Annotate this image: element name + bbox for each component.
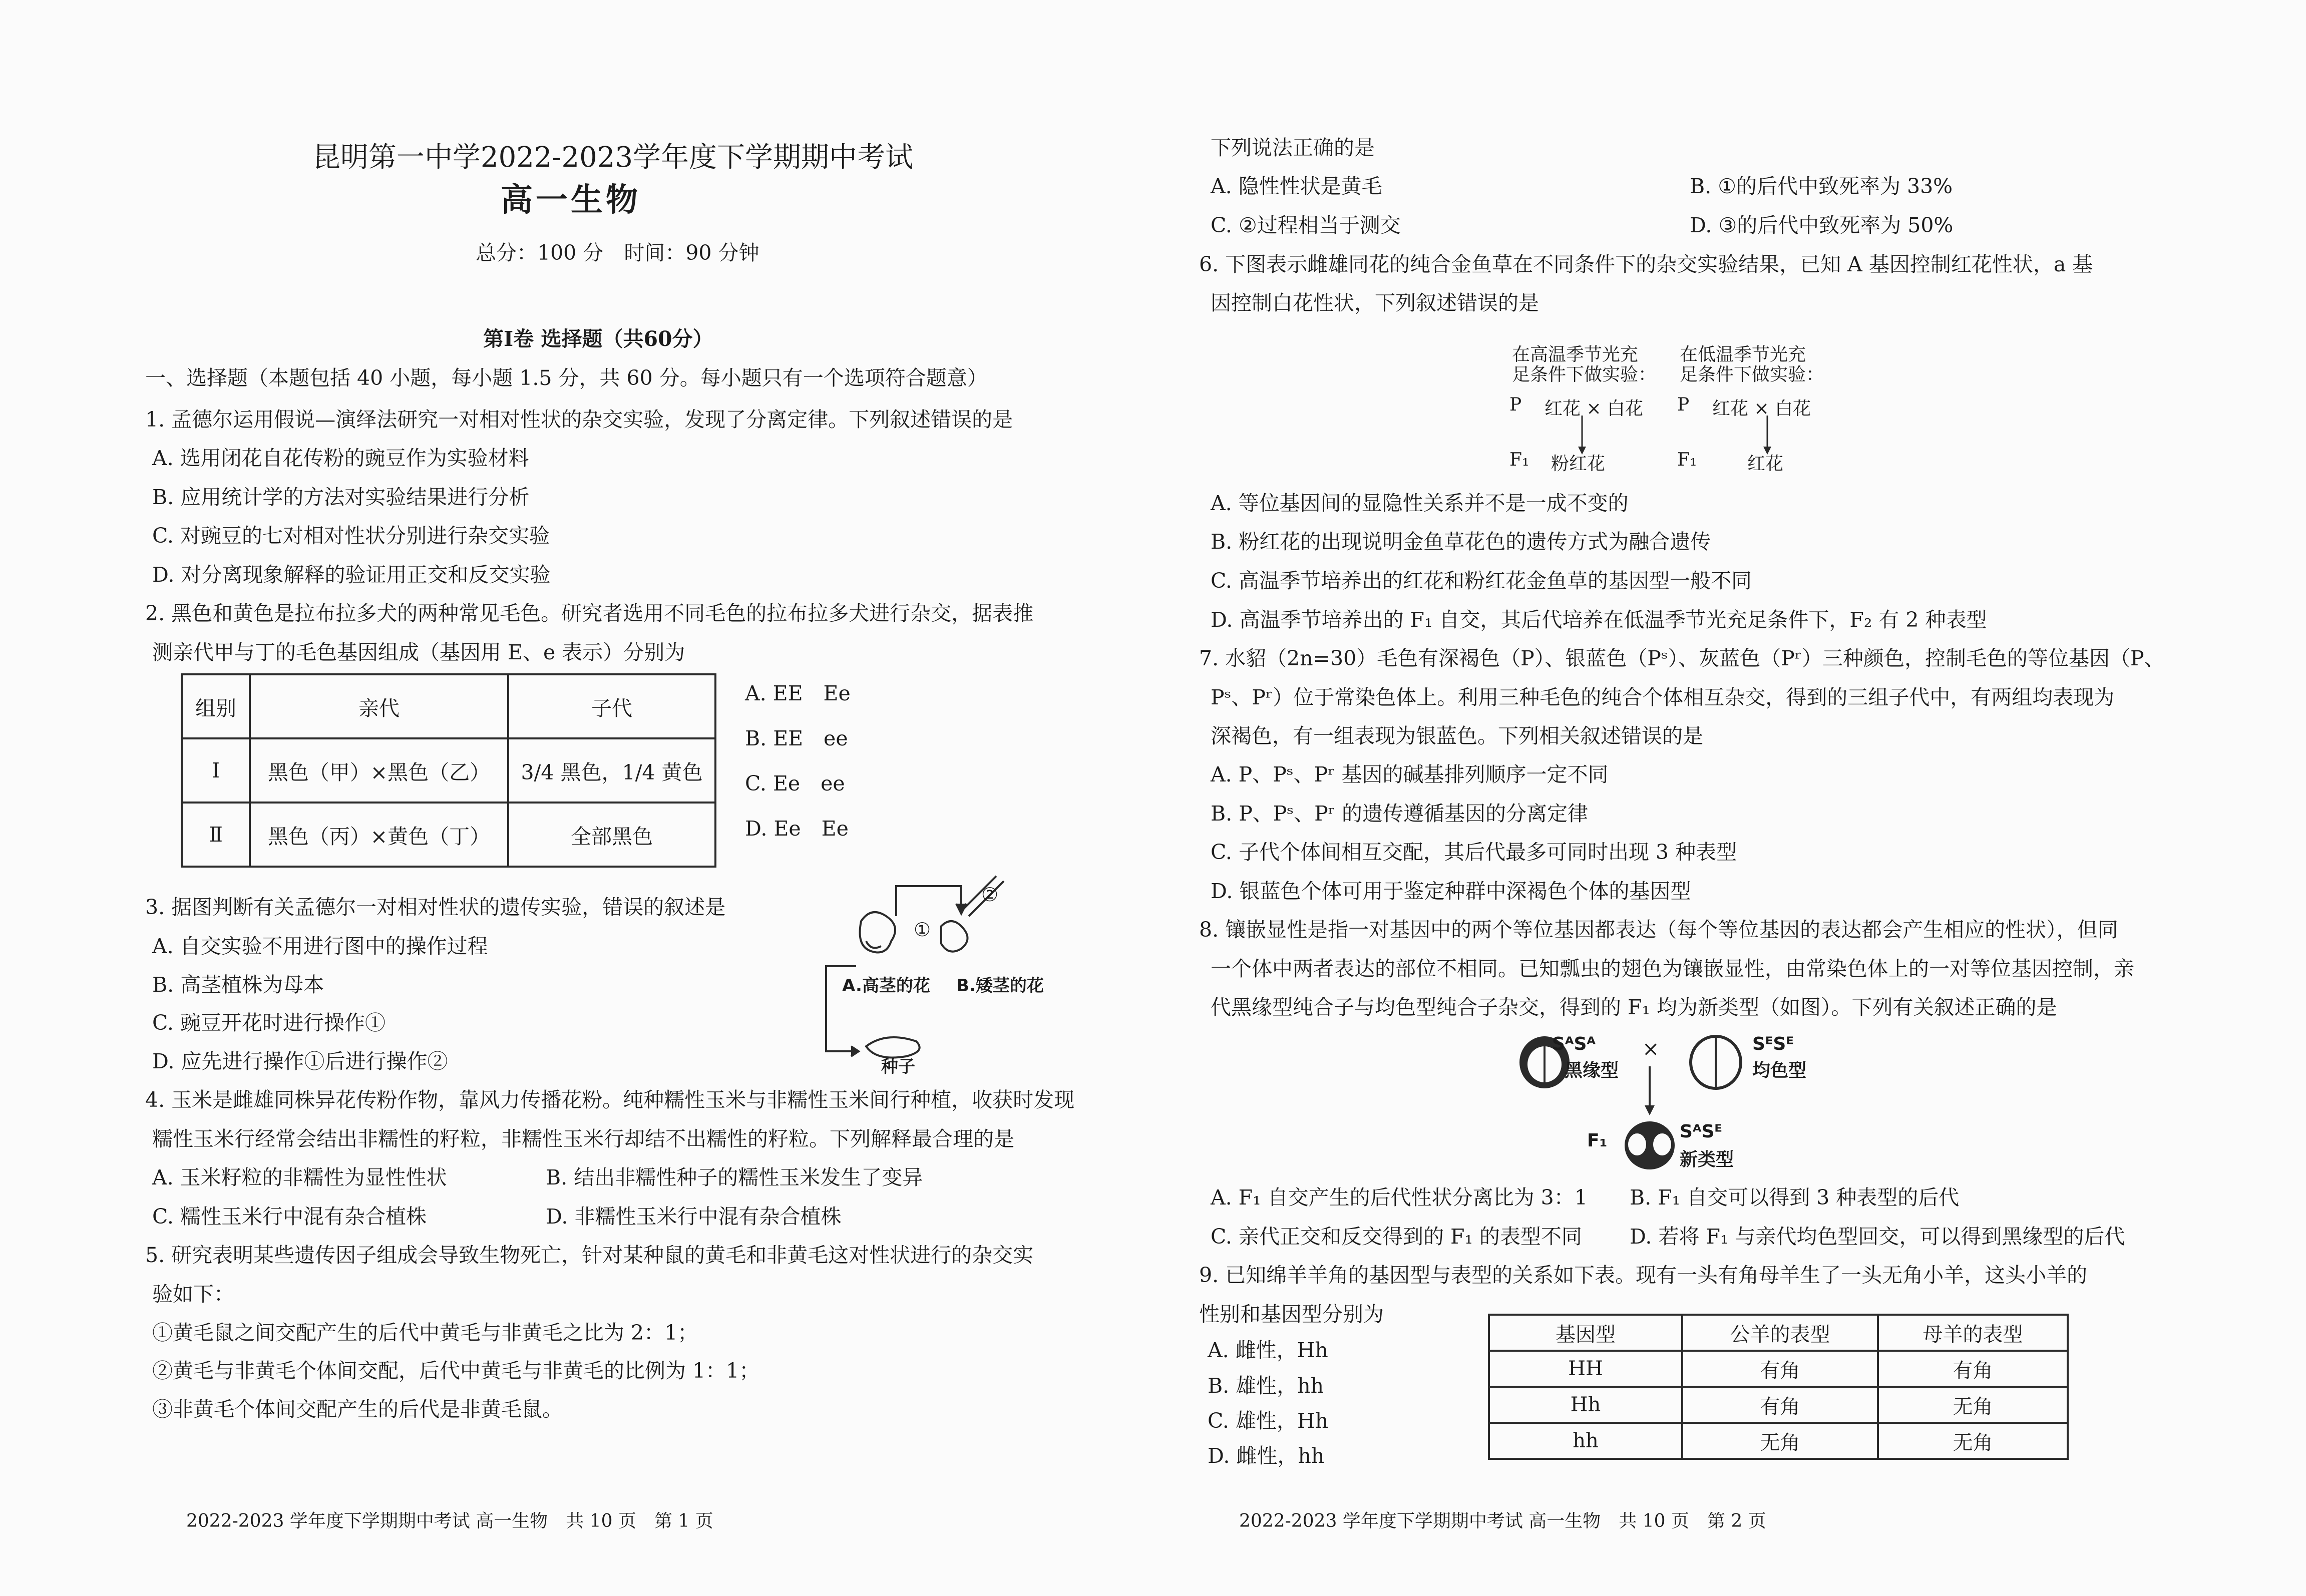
table-cell: 无角: [1878, 1387, 2068, 1423]
exam-meta: 总分：100 分 时间：90 分钟: [476, 241, 759, 265]
table-row: [182, 738, 715, 803]
option-d: D. 应先进行操作①后进行操作②: [152, 1049, 448, 1073]
option-b: B. 雄性，hh: [1208, 1374, 1324, 1398]
option-d: D. ③的后代中致死率为 50%: [1690, 213, 1954, 237]
option-c: C. Ee ee: [745, 771, 845, 795]
sheep-horn-table: [1488, 1314, 2069, 1460]
option-b: B. 结出非糯性种子的糯性玉米发生了变异: [546, 1165, 923, 1189]
option-d: D. 对分离现象解释的验证用正交和反交实验: [152, 563, 551, 587]
black-edge-name: 黑缘型: [1565, 1060, 1619, 1081]
ladybug-uniform-icon: [1688, 1031, 1743, 1091]
black-edge-genotype: SᴬSᴬ: [1552, 1034, 1596, 1054]
option-d: D. 非糯性玉米行中混有杂合植株: [546, 1205, 842, 1229]
question-stem: 下列说法正确的是: [1211, 136, 1375, 160]
question-stem-cont: 一个体中两者表达的部位不相同。已知瓢虫的翅色为镶嵌显性，由常染色体上的一对等位基因控制，亲: [1211, 957, 2134, 981]
table-cell: 无角: [1682, 1423, 1878, 1459]
table-cell: HH: [1489, 1351, 1682, 1387]
option-a: A. 隐性性状是黄毛: [1211, 174, 1382, 198]
question-stem: 5. 研究表明某些遗传因子组成会导致生物死亡，针对某种鼠的黄毛和非黄毛这对性状进行的杂交实: [145, 1243, 1034, 1267]
option-a: A. 雌性，Hh: [1208, 1338, 1328, 1362]
f1-label: F₁: [1677, 450, 1697, 470]
exam-title: 昆明第一中学2022-2023学年度下学期期中考试: [312, 141, 913, 174]
table-header: 组别: [182, 674, 250, 738]
page-footer: 2022-2023 学年度下学期期中考试 高一生物 共 10 页 第 1 页: [186, 1511, 713, 1531]
option-c: C. 亲代正交和反交得到的 F₁ 的表型不同: [1211, 1225, 1582, 1249]
table-header-row: [1489, 1315, 2068, 1351]
uniform-name: 均色型: [1752, 1060, 1807, 1081]
seed-label: 种子: [881, 1057, 915, 1076]
table-row: [1489, 1423, 2068, 1459]
option-d: D. 高温季节培养出的 F₁ 自交，其后代培养在低温季节光充足条件下，F₂ 有 2 种表型: [1211, 608, 1987, 632]
left-experiment-title: 在高温季节光充: [1512, 344, 1639, 365]
table-header: 亲代: [250, 674, 508, 738]
left-f1-result: 粉红花: [1551, 454, 1606, 474]
new-type-genotype: SᴬSᴱ: [1680, 1121, 1722, 1142]
subject-title: 高一生物: [501, 181, 641, 219]
option-b: B. EE ee: [745, 726, 848, 750]
operation-2-label: ②: [981, 884, 999, 906]
page-footer: 2022-2023 学年度下学期期中考试 高一生物 共 10 页 第 2 页: [1239, 1511, 1766, 1531]
option-b: B. 高茎植株为母本: [152, 973, 324, 997]
option-a: A. P、Pˢ、Pʳ 基因的碱基排列顺序一定不同: [1211, 762, 1609, 786]
ladybug-new-type-icon: [1622, 1116, 1677, 1171]
question-stem: 9. 已知绵羊羊角的基因型与表型的关系如下表。现有一头有角母羊生了一头无角小羊，这头小羊的: [1199, 1263, 2088, 1287]
cross-symbol: ×: [1642, 1037, 1660, 1061]
p-generation-label: P: [1677, 394, 1690, 415]
table-cell: Ⅰ: [182, 738, 250, 803]
statement-1: ①黄毛鼠之间交配产生的后代中黄毛与非黄毛之比为 2：1；: [152, 1321, 698, 1345]
table-cell: hh: [1489, 1423, 1682, 1459]
option-a: A. 选用闭花自花传粉的豌豆作为实验材料: [152, 446, 529, 470]
option-c: C. ②过程相当于测交: [1211, 213, 1401, 237]
option-d: D. 银蓝色个体可用于鉴定种群中深褐色个体的基因型: [1211, 879, 1691, 903]
down-arrow-icon: [1644, 1066, 1656, 1116]
question-stem: 4. 玉米是雌雄同株异花传粉作物，靠风力传播花粉。纯种糯性玉米与非糯性玉米间行种植，收获时发现: [145, 1088, 1075, 1112]
question-stem: 7. 水貂（2n=30）毛色有深褐色（P）、银蓝色（Pˢ）、灰蓝色（Pʳ）三种颜色，控制毛色的等位基因（P、: [1199, 646, 2165, 670]
question-stem-cont: 因控制白花性状，下列叙述错误的是: [1211, 291, 1539, 315]
table-cell: Ⅱ: [182, 803, 250, 867]
option-a: A. EE Ee: [745, 681, 851, 705]
table-cell: 黑色（丙）×黄色（丁）: [250, 803, 508, 867]
right-experiment-title-cont: 足条件下做实验：: [1680, 364, 1824, 385]
table-header: 基因型: [1489, 1315, 1682, 1351]
genotype-table: [181, 673, 716, 868]
table-header: 母羊的表型: [1878, 1315, 2068, 1351]
new-type-name: 新类型: [1680, 1149, 1734, 1170]
f1-label: F₁: [1509, 450, 1529, 470]
option-c: C. 糯性玉米行中混有杂合植株: [152, 1205, 427, 1229]
option-d: D. 雌性，hh: [1208, 1444, 1325, 1468]
question-stem: 6. 下图表示雌雄同花的纯合金鱼草在不同条件下的杂交实验结果，已知 A 基因控制红花性状，a 基: [1199, 252, 2093, 276]
option-c: C. 雄性，Hh: [1208, 1409, 1329, 1433]
option-b: B. 应用统计学的方法对实验结果进行分析: [152, 485, 530, 509]
option-c: C. 豌豆开花时进行操作①: [152, 1011, 386, 1035]
option-b: B. ①的后代中致死率为 33%: [1690, 174, 1953, 198]
table-header: 子代: [508, 674, 715, 738]
table-row: [1489, 1351, 2068, 1387]
question-stem: 3. 据图判断有关孟德尔一对相对性状的遗传实验，错误的叙述是: [145, 895, 726, 919]
table-row: [182, 803, 715, 867]
section-title: 第Ⅰ卷 选择题（共60分）: [483, 327, 713, 351]
table-cell: 无角: [1878, 1423, 2068, 1459]
table-cell: 有角: [1878, 1351, 2068, 1387]
statement-2: ②黄毛与非黄毛个体间交配，后代中黄毛与非黄毛的比例为 1：1；: [152, 1359, 760, 1383]
left-experiment-title-cont: 足条件下做实验：: [1512, 364, 1657, 385]
option-b: B. 粉红花的出现说明金鱼草花色的遗传方式为融合遗传: [1211, 530, 1711, 554]
question-stem: 2. 黑色和黄色是拉布拉多犬的两种常见毛色。研究者选用不同毛色的拉布拉多犬进行杂交，据表推: [145, 601, 1034, 625]
option-d: D. Ee Ee: [745, 817, 849, 841]
right-cross: 红花 × 白花: [1712, 398, 1811, 419]
question-stem: 1. 孟德尔运用假说—演绎法研究一对相对性状的杂交实验，发现了分离定律。下列叙述错误的是: [145, 408, 1013, 432]
option-d: D. 若将 F₁ 与亲代均色型回交，可以得到黑缘型的后代: [1630, 1225, 2125, 1249]
option-b: B. F₁ 自交可以得到 3 种表型的后代: [1630, 1185, 1960, 1210]
tall-flower-label: A.高茎的花: [842, 976, 930, 996]
table-cell: 有角: [1682, 1387, 1878, 1423]
question-stem-cont: 性别和基因型分别为: [1199, 1302, 1384, 1326]
statement-3: ③非黄毛个体间交配产生的后代是非黄毛鼠。: [152, 1397, 563, 1421]
table-header: 公羊的表型: [1682, 1315, 1878, 1351]
question-stem-cont: Pˢ、Pʳ）位于常染色体上。利用三种毛色的纯合个体相互杂交，得到的三组子代中，有两组均表现为: [1211, 685, 2115, 709]
option-c: C. 高温季节培养出的红花和粉红花金鱼草的基因型一般不同: [1211, 569, 1752, 593]
table-header-row: [182, 674, 715, 738]
question-stem-cont: 测亲代甲与丁的毛色基因组成（基因用 E、e 表示）分别为: [152, 640, 685, 664]
question-stem-cont: 深褐色，有一组表现为银蓝色。下列相关叙述错误的是: [1211, 724, 1703, 748]
pollination-figure: [811, 866, 1071, 1076]
operation-1-label: ①: [914, 919, 931, 941]
option-b: B. P、Pˢ、Pʳ 的遗传遵循基因的分离定律: [1211, 802, 1589, 826]
question-stem: 8. 镶嵌显性是指一对基因中的两个等位基因都表达（每个等位基因的表达都会产生相应的性状），但同: [1199, 918, 2118, 942]
table-cell: 黑色（甲）×黑色（乙）: [250, 738, 508, 803]
option-a: A. 玉米籽粒的非糯性为显性性状: [152, 1165, 447, 1189]
f1-label: F₁: [1587, 1130, 1608, 1151]
left-cross: 红花 × 白花: [1545, 398, 1644, 419]
table-cell: 3/4 黑色，1/4 黄色: [508, 738, 715, 803]
option-a: A. 自交实验不用进行图中的操作过程: [152, 934, 488, 958]
table-cell: 全部黑色: [508, 803, 715, 867]
table-row: [1489, 1387, 2068, 1423]
option-a: A. 等位基因间的显隐性关系并不是一成不变的: [1211, 491, 1629, 515]
question-stem-cont: 代黑缘型纯合子与均色型纯合子杂交，得到的 F₁ 均为新类型（如图）。下列有关叙述正确的是: [1211, 995, 2057, 1019]
instructions: 一、选择题（本题包括 40 小题，每小题 1.5 分，共 60 分。每小题只有一个选项符合题意）: [145, 366, 988, 390]
f1-arrow: [1644, 1066, 1656, 1116]
question-stem-cont: 验如下：: [152, 1282, 234, 1306]
p-generation-label: P: [1509, 394, 1522, 415]
option-c: C. 子代个体间相互交配，其后代最多可同时出现 3 种表型: [1211, 840, 1737, 864]
option-c: C. 对豌豆的七对相对性状分别进行杂交实验: [152, 524, 550, 548]
table-cell: Hh: [1489, 1387, 1682, 1423]
option-a: A. F₁ 自交产生的后代性状分离比为 3：1: [1211, 1185, 1588, 1210]
uniform-genotype: SᴱSᴱ: [1752, 1034, 1794, 1054]
pollination-diagram: [811, 866, 1071, 1076]
short-flower-label: B.矮茎的花: [956, 976, 1044, 996]
question-stem-cont: 糯性玉米行经常会结出非糯性的籽粒，非糯性玉米行却结不出糯性的籽粒。下列解释最合理的是: [152, 1127, 1014, 1151]
right-f1-result: 红花: [1747, 454, 1784, 474]
right-experiment-title: 在低温季节光充: [1680, 344, 1806, 365]
table-cell: 有角: [1682, 1351, 1878, 1387]
